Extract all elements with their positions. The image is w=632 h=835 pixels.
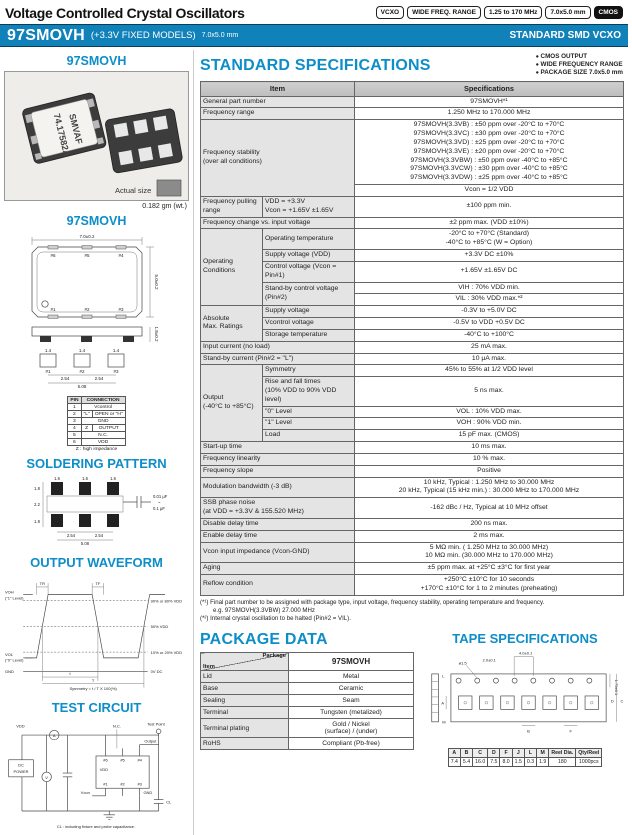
spec-item-cell: SSB phase noise (at VDD = +3.3V & 155.520 MHz) <box>201 498 355 519</box>
svg-text:("1" Level): ("1" Level) <box>4 595 24 601</box>
pin-row <box>68 432 125 439</box>
pin-table-body <box>68 404 125 446</box>
package-item-value: Compliant (Pb-free) <box>289 738 414 750</box>
spec-item-cell: Disable delay time <box>201 518 355 530</box>
svg-text:Test Point: Test Point <box>147 721 165 727</box>
spec-value-cell: 10 kHz, Typical : 1.250 MHz to 30.000 MHz 20 kHz, Typical (15 kHz min.) : 30.000 MHz to 170.000 MHz <box>355 477 624 498</box>
badge-cmos: CMOS <box>594 6 624 19</box>
package-row <box>201 683 414 695</box>
soldering-heading: SOLDERING PATTERN <box>26 456 167 471</box>
dimensions-heading: 97SMOVH <box>66 214 127 228</box>
tape-col-value: 180 <box>549 758 576 767</box>
svg-text:74.17582A: 74.17582A <box>51 112 73 158</box>
soldering-pattern-drawing <box>4 474 188 546</box>
tape-col-header: A <box>448 749 460 758</box>
spec-value-cell: 10 μA max. <box>355 353 624 365</box>
svg-text:1.4: 1.4 <box>78 348 86 353</box>
model-name: 97SMOVH <box>7 26 85 44</box>
spec-row <box>201 442 624 454</box>
svg-text:1.8: 1.8 <box>34 519 40 524</box>
output-waveform-drawing <box>4 573 188 691</box>
svg-text:A: A <box>441 700 445 706</box>
spec-table <box>200 81 624 596</box>
pin-col-header: PIN <box>68 397 81 404</box>
package-item-label: RoHS <box>201 738 289 750</box>
actual-size-swatch <box>157 180 181 196</box>
pin-number: 2 <box>68 411 81 418</box>
spec-item-cell: Frequency range <box>201 108 355 120</box>
spec-col-item-header: Item <box>201 82 355 97</box>
pin-connection: "L" <box>81 411 92 418</box>
actual-size-label: Actual size <box>115 186 152 195</box>
svg-text:GND: GND <box>143 789 153 795</box>
spec-value-cell: Vcon = 1/2 VDD <box>355 185 624 197</box>
spec-row <box>201 306 624 318</box>
svg-text:5.08: 5.08 <box>77 384 87 389</box>
spec-item-cell: Control voltage (Vcon = Pin#1) <box>263 261 355 282</box>
tape-col-header: J <box>512 749 524 758</box>
tape-col-header: F <box>500 749 512 758</box>
spec-item-cell: "1" Level <box>263 418 355 430</box>
footnotes <box>200 599 624 624</box>
svg-text:#2: #2 <box>120 781 125 787</box>
model-subtitle: (+3.3V FIXED MODELS) <box>90 30 196 41</box>
spec-item-cell: Reflow condition <box>201 575 355 596</box>
spec-value-cell: Positive <box>355 465 624 477</box>
tape-col-value: 0.3 <box>524 758 536 767</box>
badge-row <box>376 6 623 19</box>
package-item-value: Gold / Nickel (surface) / (under) <box>289 719 414 738</box>
pin-connection: N.C. <box>81 432 125 439</box>
svg-text:GND: GND <box>4 669 14 675</box>
spec-item-cell: Enable delay time <box>201 530 355 542</box>
model-title-bar <box>0 24 628 47</box>
spec-value-cell: +250°C ±10°C for 10 seconds +170°C ±10°C for 1 to 2 minutes (preheating) <box>355 575 624 596</box>
svg-text:2.2: 2.2 <box>34 502 40 507</box>
svg-text:90% or 80% VDD: 90% or 80% VDD <box>150 598 183 604</box>
tape-col-value: 1.9 <box>537 758 549 767</box>
tape-value-row <box>448 758 602 767</box>
svg-text:#4: #4 <box>137 757 142 763</box>
spec-row <box>201 229 624 250</box>
spec-item-cell: Input current (no load) <box>201 341 355 353</box>
package-row <box>201 738 414 750</box>
svg-text:1.6: 1.6 <box>82 476 88 481</box>
svg-text:1.8±0.2: 1.8±0.2 <box>154 326 159 342</box>
pin-connection: Z <box>81 425 92 432</box>
spec-value-cell: 25 mA max. <box>355 341 624 353</box>
spec-row <box>201 341 624 353</box>
spec-item-cell: Rise and fall times (10% VDD to 90% VDD level) <box>263 377 355 406</box>
svg-text:#3: #3 <box>137 781 142 787</box>
spec-item-cell: Load <box>263 430 355 442</box>
spec-item-cell: Operating Conditions <box>201 229 263 306</box>
svg-text:Symmetry = t / T X 100(%): Symmetry = t / T X 100(%) <box>69 685 117 691</box>
pin-number: 5 <box>68 432 81 439</box>
svg-text:VDD: VDD <box>16 723 25 729</box>
spec-row <box>201 250 624 262</box>
svg-text:2.54: 2.54 <box>66 533 76 538</box>
spec-row <box>201 530 624 542</box>
spec-item-cell: Frequency pulling range <box>201 196 263 217</box>
tape-col-header: D <box>488 749 500 758</box>
svg-text:10% or 20% VDD: 10% or 20% VDD <box>150 650 183 656</box>
spec-row <box>201 318 624 330</box>
spec-row <box>201 477 624 498</box>
tape-col-value: 7.4 <box>448 758 460 767</box>
tape-spec-block <box>426 627 624 767</box>
spec-row <box>201 430 624 442</box>
spec-value-cell: 97SMOVH*¹ <box>355 96 624 108</box>
tape-table <box>448 748 603 767</box>
svg-text:C: C <box>620 699 624 705</box>
test-circuit-heading: TEST CIRCUIT <box>51 700 142 715</box>
package-data-block <box>200 627 418 767</box>
tape-col-header: M <box>537 749 549 758</box>
spec-item-cell: Supply voltage <box>263 306 355 318</box>
badge-vcxo: VCXO <box>376 6 404 19</box>
pin-connection: OUTPUT <box>92 425 125 432</box>
package-row <box>201 671 414 683</box>
spec-value-cell: 5 ns max. <box>355 377 624 406</box>
weight-label: 0.182 gm (wt.) <box>142 203 187 210</box>
tape-col-value: 8.0 <box>500 758 512 767</box>
package-item-label: Sealing <box>201 695 289 707</box>
spec-value-cell: -162 dBc / Hz, Typical at 10 MHz offset <box>355 498 624 519</box>
spec-value-cell: -0.5V to VDD +0.5V DC <box>355 318 624 330</box>
chip-photo-illustration <box>5 72 193 200</box>
svg-text:CL: CL <box>166 799 172 805</box>
spec-row <box>201 329 624 341</box>
spec-value-cell: -0.3V to +5.0V DC <box>355 306 624 318</box>
footnote-1: (*¹) Final part number to be assigned with package type, input voltage, frequency stability, operating temperature and frequency. <box>200 598 545 606</box>
pin-row <box>68 404 125 411</box>
svg-text:Output: Output <box>144 738 157 744</box>
pin-row <box>68 411 125 418</box>
svg-text:0.1 μF: 0.1 μF <box>153 506 165 511</box>
tape-header-row <box>448 749 602 758</box>
svg-text:DC: DC <box>18 762 24 768</box>
spec-value-cell: +3.3V DC ±10% <box>355 250 624 262</box>
svg-text:#5: #5 <box>84 253 90 258</box>
svg-text:#6: #6 <box>103 757 108 763</box>
package-dimension-drawing <box>4 231 188 389</box>
spec-row <box>201 365 624 377</box>
spec-item-cell: Modulation bandwidth (-3 dB) <box>201 477 355 498</box>
tape-col-value: 5.4 <box>460 758 472 767</box>
svg-text:4.0±0.1: 4.0±0.1 <box>518 651 533 657</box>
photo-heading: 97SMOVH <box>66 54 127 68</box>
spec-value-cell: 2 ms max. <box>355 530 624 542</box>
feature-bullet: ● CMOS OUTPUT <box>536 53 623 61</box>
svg-text:T: T <box>91 677 95 683</box>
feature-bullet: ● PACKAGE SIZE 7.0x5.0 mm <box>536 69 623 77</box>
spec-row <box>201 465 624 477</box>
svg-text:1.6: 1.6 <box>54 476 60 481</box>
package-table <box>200 652 414 750</box>
svg-text:1.6: 1.6 <box>110 476 116 481</box>
spec-item-cell: VDD = +3.3V Vcon = +1.65V ±1.65V <box>263 196 355 217</box>
svg-text:#4: #4 <box>118 253 124 258</box>
tape-drawing <box>426 649 632 741</box>
svg-text:1.8: 1.8 <box>34 486 40 491</box>
package-model-header: 97SMOVH <box>289 653 414 671</box>
spec-value-cell: 45% to 55% at 1/2 VDD level <box>355 365 624 377</box>
spec-row <box>201 261 624 282</box>
pin-number: 3 <box>68 418 81 425</box>
tape-col-header: Qty/Reel <box>576 749 602 758</box>
svg-text:t: t <box>69 671 71 677</box>
pin-connection: GND <box>81 418 125 425</box>
page-title: Voltage Controlled Crystal Oscillators <box>5 4 245 21</box>
package-item-value: Seam <box>289 695 414 707</box>
spec-value-cell: 5 MΩ min. ( 1.250 MHz to 30.000 MHz) 10 MΩ min. (30.000 MHz to 170.000 MHz) <box>355 542 624 563</box>
spec-value-cell: ±100 ppm min. <box>355 196 624 217</box>
spec-value-cell: VOH : 90% VDD min. <box>355 418 624 430</box>
svg-text:5.08: 5.08 <box>80 541 90 546</box>
package-item-value: Metal <box>289 671 414 683</box>
corner-label-package: Package <box>262 653 286 660</box>
top-header <box>0 0 628 24</box>
spec-value-cell: VIL : 30% VDD max.*² <box>355 294 624 306</box>
spec-row <box>201 377 624 406</box>
svg-text:VDD: VDD <box>99 767 109 773</box>
spec-item-cell: Frequency change vs. input voltage <box>201 217 355 229</box>
spec-item-cell: Frequency slope <box>201 465 355 477</box>
pin-row <box>68 418 125 425</box>
spec-item-cell: Stand-by current (Pin#2 = "L") <box>201 353 355 365</box>
svg-text:#2: #2 <box>84 307 90 312</box>
test-circuit-drawing <box>4 718 188 830</box>
spec-value-cell: -40°C to +100°C <box>355 329 624 341</box>
right-column <box>200 50 624 835</box>
spec-row <box>201 108 624 120</box>
spec-value-cell: 97SMOVH(3.3VB) : ±50 ppm over -20°C to +70°C 97SMOVH(3.3VC) : ±30 ppm over -20°C to +70°C 97SMOVH(3.3VD) : ±25 ppm over -20°C to +70°C 97SMOVH(3.3VE) : ±20 ppm over -20°C to +70°C 97SMOVH(3.3VBW) : ±50 ppm over -40°C to +85°C 97SMOVH(3.3VCW) : ±30 ppm over -40°C to +85°C 97SMOVH(3.3VDW) : ±25 ppm over -40°C to +85°C <box>355 120 624 185</box>
spec-heading: STANDARD SPECIFICATIONS <box>200 57 431 74</box>
spec-row <box>201 418 624 430</box>
spec-item-cell: Vcontrol voltage <box>263 318 355 330</box>
spec-value-cell: 10 ms max. <box>355 442 624 454</box>
footnote-1b: e.g. 97SMOVH(3.3VBW) 27.000 MHz <box>213 606 315 614</box>
package-item-label: Lid <box>201 671 289 683</box>
tape-col-value: 16.0 <box>473 758 488 767</box>
footnote-2: (*²) Internal crystal oscillation to be halted (Pin#2 = VIL). <box>200 615 351 623</box>
svg-text:2.0±0.1: 2.0±0.1 <box>482 657 496 663</box>
pin-table-note: Z : high impedance <box>75 447 118 452</box>
pin-number: 1 <box>68 404 81 411</box>
spec-heading-row <box>200 53 624 78</box>
svg-text:VOH: VOH <box>4 589 14 595</box>
svg-text:CL : including fixture and pro: CL : including fixture and probe capacitance. <box>56 824 136 830</box>
spec-row <box>201 96 624 108</box>
connection-col-header: CONNECTION <box>81 397 125 404</box>
package-heading: PACKAGE DATA <box>200 631 328 649</box>
spec-item-cell: Supply voltage (VDD) <box>263 250 355 262</box>
tape-col-value: 1.5 <box>512 758 524 767</box>
spec-item-cell: General part number <box>201 96 355 108</box>
pin-connection: Vcontrol <box>81 404 125 411</box>
feature-bullet: ● WIDE FREQUENCY RANGE <box>536 61 623 69</box>
spec-item-cell: Frequency stability (over all conditions) <box>201 120 355 197</box>
svg-text:VOL: VOL <box>4 651 14 657</box>
spec-row <box>201 518 624 530</box>
bottom-row <box>200 627 624 767</box>
spec-row <box>201 575 624 596</box>
pin-connection-table <box>67 396 125 446</box>
package-item-value: Tungsten (metalized) <box>289 707 414 719</box>
package-row <box>201 707 414 719</box>
spec-value-cell: ±2 ppm max. (VDD ±10%) <box>355 217 624 229</box>
spec-row <box>201 196 624 217</box>
svg-text:1.4: 1.4 <box>112 348 120 353</box>
pin-number: 4 <box>68 425 81 432</box>
spec-row <box>201 406 624 418</box>
waveform-heading: OUTPUT WAVEFORM <box>30 555 163 570</box>
pin-row <box>68 439 125 446</box>
svg-text:1.4: 1.4 <box>44 348 52 353</box>
badge-wide-freq-range: WIDE FREQ. RANGE <box>407 6 481 19</box>
tape-col-header: Reel Dia. <box>549 749 576 758</box>
package-item-value: Ceramic <box>289 683 414 695</box>
spec-row <box>201 542 624 563</box>
svg-text:2.54: 2.54 <box>60 376 70 381</box>
svg-text:ø1.5: ø1.5 <box>458 660 467 666</box>
svg-text:#2: #2 <box>79 369 85 374</box>
svg-text:SMVAF: SMVAF <box>67 112 85 146</box>
content <box>0 47 628 835</box>
spec-item-cell: Output (-40°C to +85°C) <box>201 365 263 442</box>
package-item-label: Terminal <box>201 707 289 719</box>
svg-text:F: F <box>569 728 572 734</box>
svg-text:TR: TR <box>39 581 46 587</box>
package-table-body <box>201 671 414 750</box>
tape-heading: TAPE SPECIFICATIONS <box>452 631 598 647</box>
badge-7-0x5-0-mm: 7.0x5.0 mm <box>545 6 590 19</box>
tape-col-header: L <box>524 749 536 758</box>
spec-item-cell: Absolute Max. Ratings <box>201 306 263 341</box>
svg-text:50% VDD: 50% VDD <box>150 624 169 630</box>
corner-label-item: Item <box>203 664 215 671</box>
svg-text:M: M <box>442 720 446 726</box>
package-row <box>201 719 414 738</box>
spec-row <box>201 563 624 575</box>
package-row <box>201 695 414 707</box>
spec-row <box>201 498 624 519</box>
spec-value-cell: 15 pF max. (CMOS) <box>355 430 624 442</box>
svg-text:#6: #6 <box>50 253 56 258</box>
tape-col-value: 1000pcs <box>576 758 602 767</box>
svg-text:L: L <box>442 674 445 680</box>
svg-text:#3: #3 <box>118 307 124 312</box>
left-column <box>4 50 194 835</box>
pin-number: 6 <box>68 439 81 446</box>
pin-connection: VDD <box>81 439 125 446</box>
svg-text:#1: #1 <box>50 307 56 312</box>
svg-text:("0" Level): ("0" Level) <box>4 657 24 663</box>
spec-row <box>201 217 624 229</box>
svg-text:1.75±0.1: 1.75±0.1 <box>613 680 619 696</box>
spec-value-cell: 10 % max. <box>355 453 624 465</box>
spec-row <box>201 453 624 465</box>
package-table-corner <box>201 653 289 671</box>
spec-value-cell: 1.250 MHz to 170.000 MHz <box>355 108 624 120</box>
spec-item-cell: Vcon input impedance (Vcon-GND) <box>201 542 355 563</box>
svg-text:TF: TF <box>95 581 101 587</box>
spec-value-cell: -20°C to +70°C (Standard) -40°C to +85°C (W = Option) <box>355 229 624 250</box>
svg-text:N.C.: N.C. <box>112 723 121 729</box>
feature-bullets <box>536 53 624 77</box>
spec-item-cell: Start-up time <box>201 442 355 454</box>
spec-row <box>201 353 624 365</box>
spec-item-cell: Aging <box>201 563 355 575</box>
svg-text:#3: #3 <box>113 369 119 374</box>
model-size: 7.0x5.0 mm <box>201 32 239 39</box>
spec-item-cell: Operating temperature <box>263 229 355 250</box>
spec-col-spec-header: Specifications <box>355 82 624 97</box>
spec-item-cell: Frequency linearity <box>201 453 355 465</box>
package-item-label: Base <box>201 683 289 695</box>
pin-row <box>68 425 125 432</box>
pin-connection: OPEN or "H" <box>92 411 125 418</box>
spec-value-cell: ±5 ppm max. at +25°C ±3°C for first year <box>355 563 624 575</box>
spec-item-cell: "0" Level <box>263 406 355 418</box>
svg-text:7.0±0.2: 7.0±0.2 <box>79 234 95 239</box>
svg-text:~: ~ <box>158 500 161 505</box>
tape-col-value: 7.5 <box>488 758 500 767</box>
badge-1-25-to-170-mhz: 1.25 to 170 MHz <box>484 6 542 19</box>
product-photo <box>4 71 189 201</box>
spec-value-cell: 200 ns max. <box>355 518 624 530</box>
tape-col-header: C <box>473 749 488 758</box>
spec-table-body <box>201 96 624 595</box>
svg-text:#5: #5 <box>120 757 125 763</box>
spec-item-cell: Symmetry <box>263 365 355 377</box>
spec-item-cell: Stand-by control voltage (Pin#2) <box>263 282 355 306</box>
svg-text:D: D <box>610 699 614 705</box>
svg-text:POWER: POWER <box>13 769 29 775</box>
model-category: STANDARD SMD VCXO <box>509 30 621 41</box>
svg-text:2.54: 2.54 <box>94 376 104 381</box>
spec-item-cell: Storage temperature <box>263 329 355 341</box>
spec-row <box>201 282 624 294</box>
svg-text:2.54: 2.54 <box>94 533 104 538</box>
svg-text:B: B <box>527 728 530 734</box>
svg-text:Vcon: Vcon <box>80 789 90 795</box>
svg-text:0.01 μF: 0.01 μF <box>153 494 168 499</box>
spec-value-cell: VOL : 10% VDD max. <box>355 406 624 418</box>
svg-text:A: A <box>52 732 56 738</box>
svg-text:5.0±0.2: 5.0±0.2 <box>154 274 159 290</box>
spec-row <box>201 120 624 185</box>
svg-text:V: V <box>45 775 48 781</box>
package-item-label: Terminal plating <box>201 719 289 738</box>
spec-value-cell: VIH : 70% VDD min. <box>355 282 624 294</box>
svg-text:0V DC: 0V DC <box>150 669 163 675</box>
svg-text:#1: #1 <box>103 781 108 787</box>
spec-value-cell: +1.65V ±1.65V DC <box>355 261 624 282</box>
svg-text:#1: #1 <box>45 369 51 374</box>
tape-col-header: B <box>460 749 472 758</box>
